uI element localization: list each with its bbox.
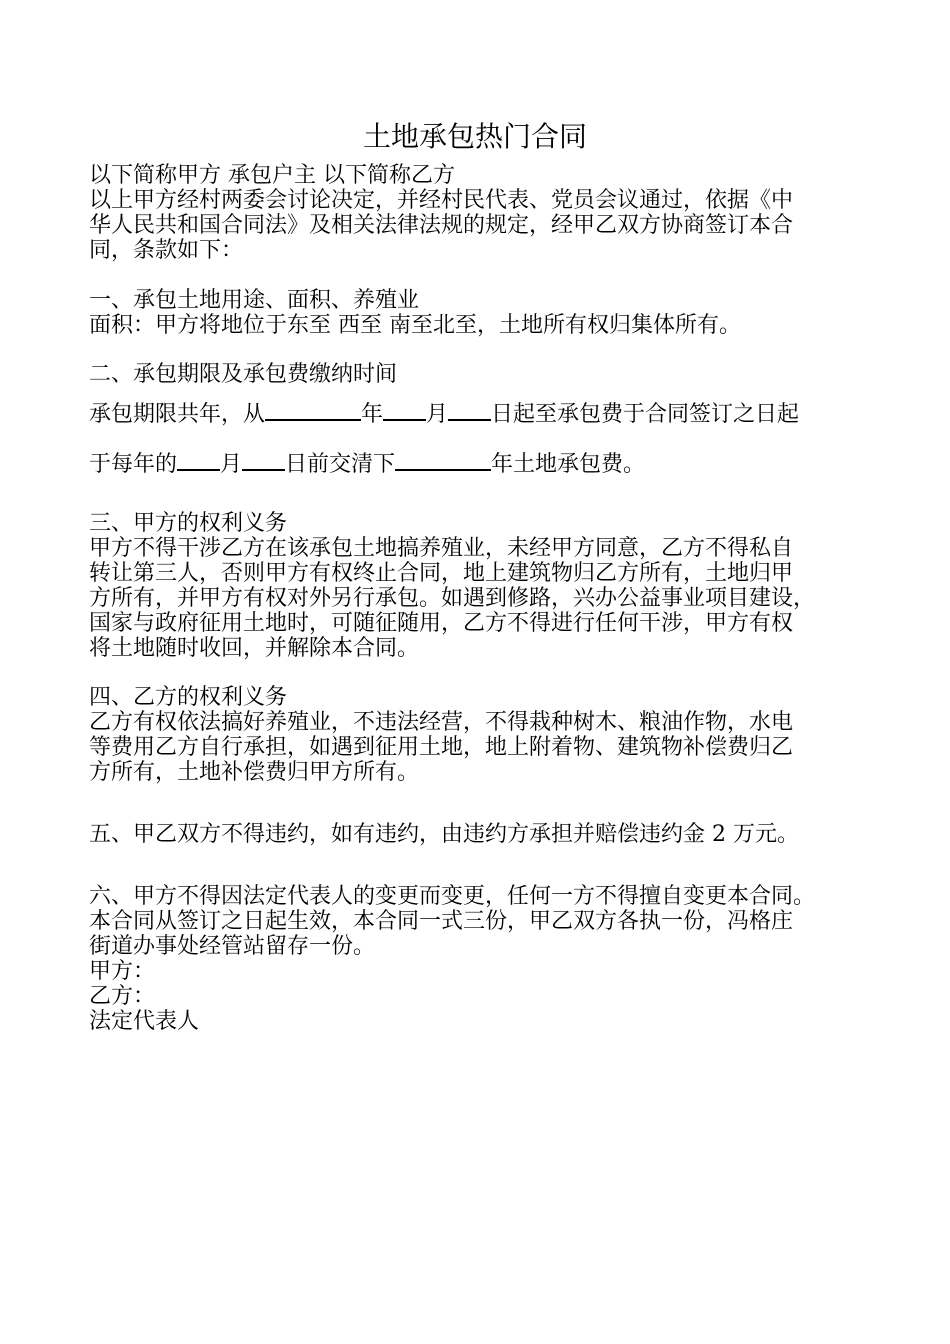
- term-text: 日前交清下: [285, 452, 396, 477]
- fill-blank-day-start: [448, 398, 491, 421]
- section-5: [89, 822, 879, 847]
- section-6-line: 街道办事处经管站留存一份。: [89, 934, 376, 959]
- section-3-line: 甲方不得干涉乙方在该承包土地搞养殖业，未经甲方同意，乙方不得私自: [89, 536, 794, 561]
- intro-line: 以下简称甲方 承包户主 以下简称乙方: [89, 163, 455, 188]
- section-4-line: 等费用乙方自行承担，如遇到征用土地，地上附着物、建筑物补偿费归乙: [89, 735, 794, 760]
- party-b-signature-label: 乙方：: [89, 984, 156, 1009]
- term-text: 于每年的: [89, 452, 178, 477]
- section-2-heading: 二、承包期限及承包费缴纳时间: [89, 362, 398, 387]
- section-6-line: 六、甲方不得因法定代表人的变更而变更，任何一方不得擅自变更本合同。: [89, 884, 816, 909]
- term-text: 年土地承包费。: [491, 452, 646, 477]
- section-6-line: 本合同从签订之日起生效，本合同一式三份，甲乙双方各执一份，冯格庄: [89, 909, 794, 934]
- term-text: 年: [361, 402, 384, 427]
- section-1-heading: 一、承包土地用途、面积、养殖业: [89, 288, 420, 313]
- term-text: 月: [426, 402, 449, 427]
- section-5-text: 五、甲乙双方不得违约，如有违约，由违约方承担并赔偿违约金 2 万元。: [89, 822, 799, 847]
- section-3-line: 国家与政府征用土地时，可随征随用，乙方不得进行任何干涉，甲方有权: [89, 611, 794, 636]
- fill-blank-month-start: [383, 398, 426, 421]
- term-text: 日起至承包费于合同签订之日起: [491, 402, 800, 427]
- term-text: 月: [220, 452, 243, 477]
- section-3-line: 转让第三人，否则甲方有权终止合同，地上建筑物归乙方所有，土地归甲: [89, 561, 794, 586]
- document-title: 土地承包热门合同: [362, 120, 587, 153]
- section-4-line: 乙方有权依法搞好养殖业，不违法经营，不得栽种树木、粮油作物，水电: [89, 710, 794, 735]
- section-3: [89, 511, 879, 661]
- intro-line: 同，条款如下：: [89, 238, 244, 263]
- fill-blank-year-start: [265, 398, 361, 421]
- intro-paragraph: [89, 163, 879, 263]
- section-4: [89, 685, 879, 785]
- term-line-2: [89, 448, 879, 477]
- party-a-signature-label: 甲方：: [89, 959, 156, 984]
- fill-blank-pay-month: [177, 448, 220, 471]
- legal-rep-signature-label: 法定代表人: [89, 1009, 200, 1034]
- section-4-line: 方所有，土地补偿费归甲方所有。: [89, 760, 420, 785]
- section-3-line: 方所有，并甲方有权对外另行承包。如遇到修路，兴办公益事业项目建设，: [89, 586, 816, 611]
- section-2-heading-block: [89, 362, 879, 387]
- intro-line: 以上甲方经村两委会讨论决定，并经村民代表、党员会议通过，依据《中: [89, 188, 794, 213]
- section-1-body: 面积：甲方将地位于东至 西至 南至北至，土地所有权归集体所有。: [89, 313, 741, 338]
- term-text: 承包期限共年，从: [89, 402, 266, 427]
- section-1: [89, 288, 879, 338]
- term-line-1: [89, 398, 879, 427]
- fill-blank-pay-day: [242, 448, 285, 471]
- intro-line: 华人民共和国合同法》及相关法律法规的规定，经甲乙双方协商签订本合: [89, 213, 794, 238]
- section-3-heading: 三、甲方的权利义务: [89, 511, 288, 536]
- section-3-line: 将土地随时收回，并解除本合同。: [89, 636, 420, 661]
- section-6: [89, 884, 879, 959]
- section-4-heading: 四、乙方的权利义务: [89, 685, 288, 710]
- signature-block: [89, 959, 879, 1034]
- fill-blank-pay-year: [395, 448, 491, 471]
